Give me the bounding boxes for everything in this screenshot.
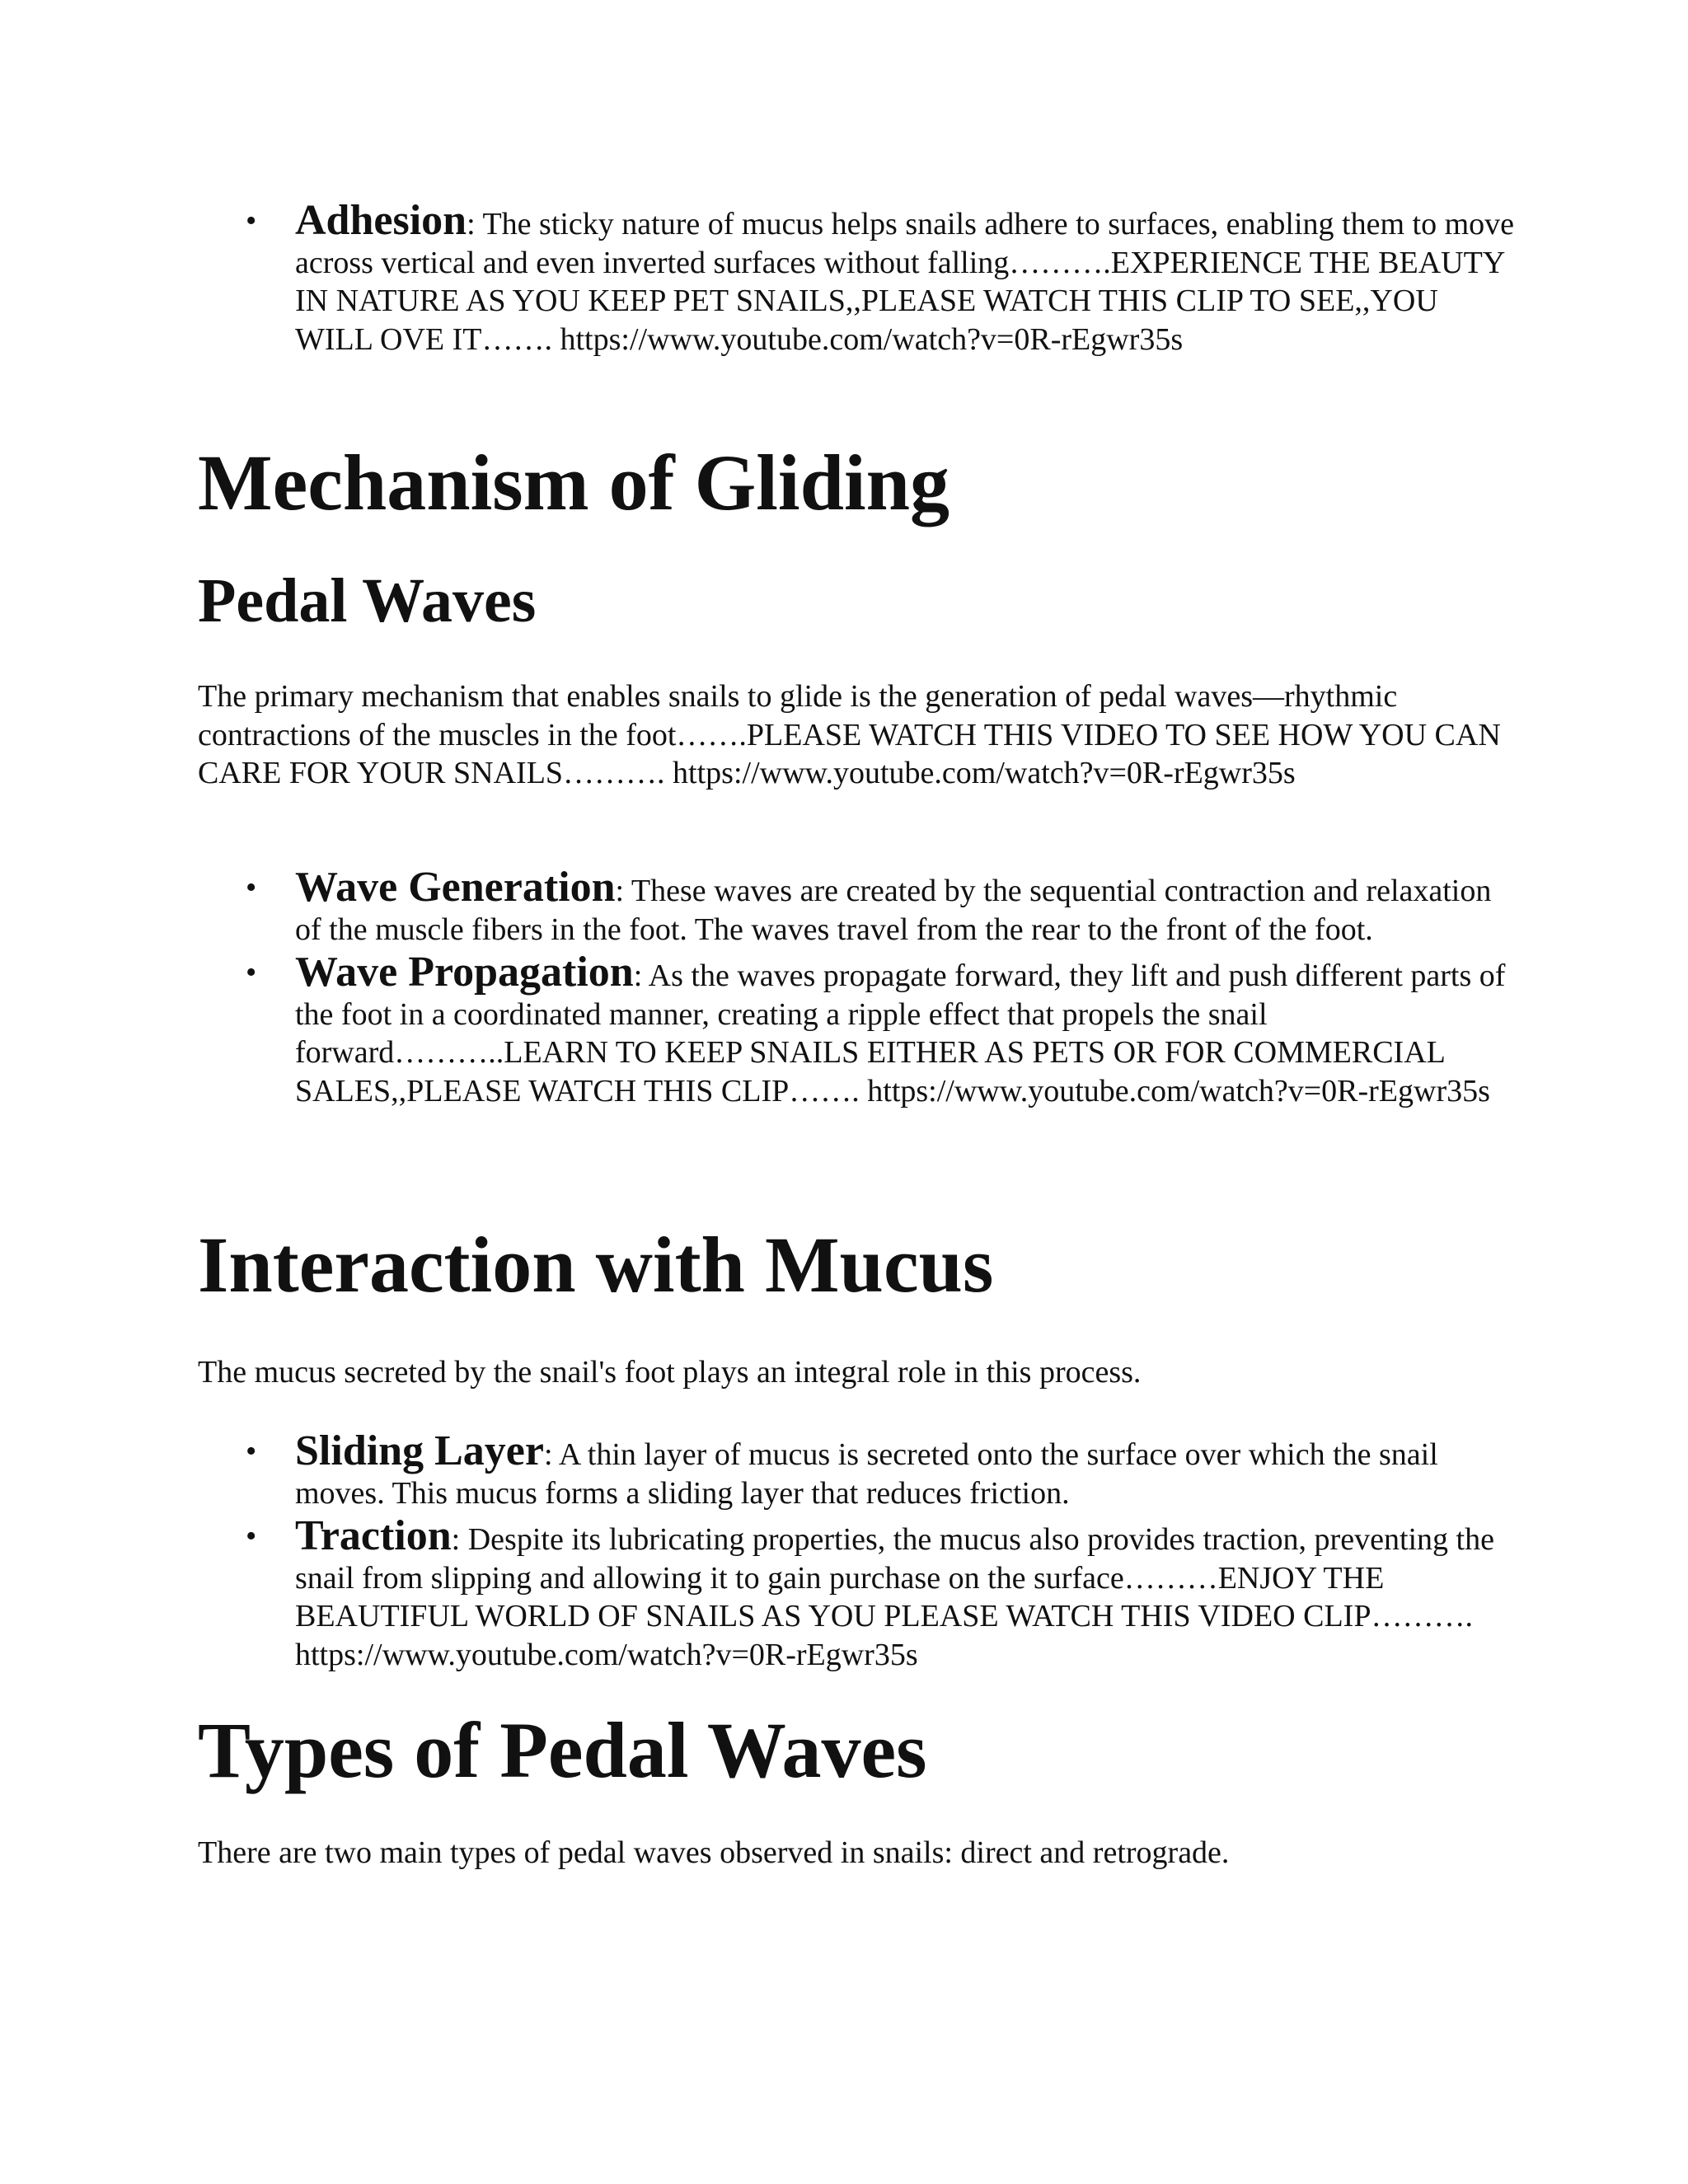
item-text: The sticky nature of mucus helps snails adhere to surfaces, enabling them to move across vertical and even inverted surfaces without falling……….EXPERIENCE THE BEAUTY IN NATURE AS YOU KEEP PET SNAILS,,PLEASE WATCH THIS CLIP TO SEE,,YOU WILL OVE IT……. https://www.youtube.com/watch?v=0R-rEgwr35s [295,207,1514,357]
term-label: Wave Propagation [295,949,634,996]
item-text: A thin layer of mucus is secreted onto the surface over which the snail moves. This mucus forms a sliding layer that reduces friction. [295,1437,1438,1511]
term-label: Adhesion [295,197,467,244]
term-colon: : [451,1522,461,1557]
term-colon: : [543,1437,553,1472]
list-item [198,197,1517,359]
adhesion-list [198,197,1517,359]
section-heading: Mechanism of Gliding [198,438,950,527]
bullet-icon: • [246,1519,257,1554]
list-item [198,1427,1517,1512]
list-item [198,864,1517,949]
bullet-icon: • [246,204,257,238]
term-label: Wave Generation [295,864,616,911]
paragraph: There are two main types of pedal waves observed in snails: direct and retrograde. [198,1835,1230,1870]
section-heading: Types of Pedal Waves [198,1706,927,1794]
list-item [198,1512,1517,1674]
list-item [198,949,1517,1110]
bullet-icon: • [246,1434,257,1469]
interaction-list [198,1427,1517,1674]
paragraph: The mucus secreted by the snail's foot plays an integral role in this process. [198,1355,1142,1390]
term-colon: : [633,958,643,993]
term-label: Sliding Layer [295,1427,544,1474]
subsection-heading: Pedal Waves [198,566,537,635]
adhesion-section [198,197,1517,359]
interaction-section [198,1427,1517,1674]
bullet-icon: • [246,870,257,905]
term-colon: : [615,874,625,908]
pedal-waves-section [198,864,1517,1110]
bullet-icon: • [246,955,257,990]
item-text: As the waves propagate forward, they lift and push different parts of the foot in a coordinated manner, creating a ripple effect that propels the snail forward………..LEARN TO KEEP SNAILS EITHER AS PETS OR FOR COMMERCIAL SALES,,PLEASE WATCH THIS CLIP……. https://www.youtube.com/watch?v=0R-rEgwr35s [295,958,1506,1108]
term-label: Traction [295,1512,452,1559]
item-text: Despite its lubricating properties, the mucus also provides traction, preventing the snail from slipping and allowing it to gain purchase on the surface………ENJOY THE BEAUTIFUL WORLD OF SNAILS AS YOU PLEASE WATCH THIS VIDEO CLIP………. https://www.youtube.com/watch?v=0R-rEgwr35s [295,1522,1494,1672]
term-colon: : [467,207,476,241]
section-heading: Interaction with Mucus [198,1221,994,1309]
item-text: These waves are created by the sequential contraction and relaxation of the muscle fibers in the foot. The waves travel from the rear to the front of the foot. [295,874,1492,947]
pedal-waves-list [198,864,1517,1110]
paragraph: The primary mechanism that enables snails to glide is the generation of pedal waves—rhythmic contractions of the muscles in the foot…….PLEASE WATCH THIS VIDEO TO SEE HOW YOU CAN CARE FOR YOUR SNAILS………. https://www.youtube.com/watch?v=0R-rEgwr35s [198,679,1501,790]
